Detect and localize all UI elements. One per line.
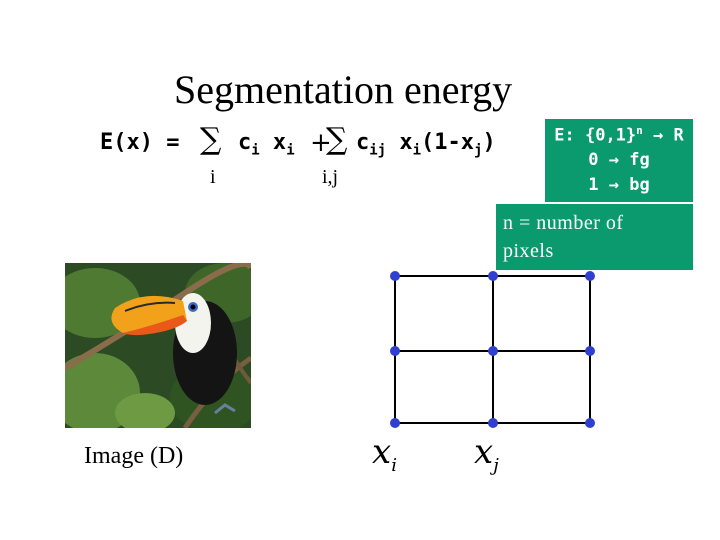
node-label-xj-sub: j	[493, 454, 499, 476]
slide-title: Segmentation energy	[174, 67, 513, 112]
pixel-node	[390, 418, 400, 428]
sum-symbol-pairwise: ∑	[326, 122, 348, 157]
n-definition-box	[496, 204, 693, 270]
pixel-node	[488, 418, 498, 428]
pairwise-var-sub: i	[412, 142, 422, 159]
pixel-node	[488, 346, 498, 356]
node-label-xi-sub: i	[391, 454, 397, 476]
unary-var: x	[259, 130, 287, 155]
node-label-xj-base: x	[474, 432, 494, 472]
pixel-node	[585, 271, 595, 281]
unary-term	[238, 130, 295, 158]
plus-sign: +	[310, 128, 332, 158]
sum-index-unary: i	[210, 166, 216, 188]
pixel-grid-graph	[385, 268, 600, 433]
unary-coef-sub: i	[251, 142, 260, 159]
definition-line-3: 1 → bg	[588, 175, 650, 195]
pairwise-coef-sub: ij	[369, 142, 387, 159]
definition-codomain: → R	[642, 125, 684, 146]
node-label-xi	[372, 432, 397, 476]
node-label-xj	[474, 432, 499, 476]
unary-coef: c	[238, 130, 252, 155]
pairwise-var: x	[386, 130, 413, 155]
pixel-node	[585, 346, 595, 356]
n-line-1: n = number of	[503, 212, 624, 234]
n-line-2: pixels	[503, 240, 554, 262]
pairwise-close: )	[482, 130, 496, 155]
pairwise-paren-sub: j	[474, 142, 483, 159]
toucan-image	[65, 263, 251, 428]
unary-var-sub: i	[286, 142, 295, 159]
toucan-eye	[191, 305, 196, 310]
pairwise-paren: (1-x	[421, 130, 475, 155]
image-caption: Image (D)	[84, 443, 184, 469]
pixel-node	[488, 271, 498, 281]
sum-index-pairwise: i,j	[322, 166, 339, 188]
formula-lhs: E(x) =	[100, 130, 180, 155]
node-label-xi-base: x	[372, 432, 392, 472]
pixel-node	[390, 271, 400, 281]
pixel-node	[585, 418, 595, 428]
pixel-node	[390, 346, 400, 356]
energy-formula	[100, 118, 530, 198]
energy-definition-box	[545, 119, 693, 202]
definition-line-2: 0 → fg	[588, 150, 650, 170]
pairwise-term	[356, 130, 496, 158]
pairwise-coef: c	[356, 130, 370, 155]
sum-symbol-unary: ∑	[200, 122, 222, 157]
definition-line-1	[545, 124, 693, 146]
definition-domain: E: {0,1}	[554, 125, 637, 146]
definition-exponent: n	[636, 124, 643, 137]
